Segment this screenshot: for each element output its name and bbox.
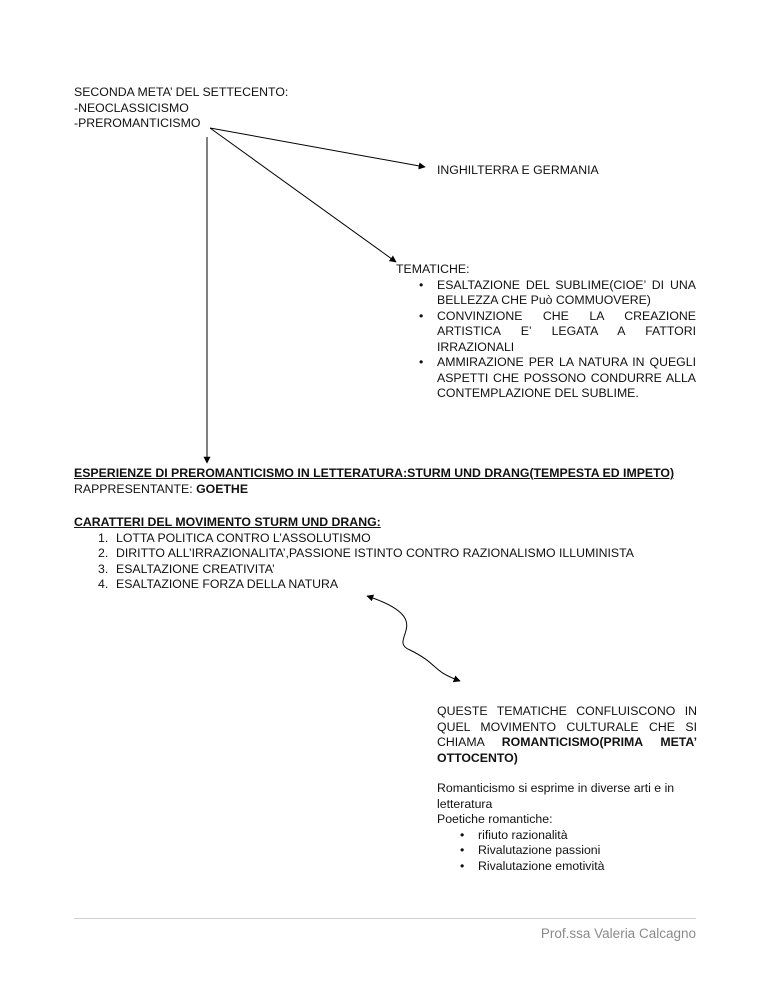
header-line-2: -NEOCLASSICISMO (74, 100, 189, 115)
header-line-1: SECONDA META’ DEL SETTECENTO: (74, 85, 289, 99)
characters-heading: CARATTERI DEL MOVIMENTO STURM UND DRANG: (74, 515, 381, 529)
characters-list (74, 531, 634, 593)
branch-country: INGHILTERRA E GERMANIA (437, 163, 599, 177)
footer-author: Prof.ssa Valeria Calcagno (540, 926, 696, 941)
experiences-block (74, 466, 674, 497)
representative-label: RAPPRESENTANTE: (74, 481, 197, 496)
representative-line (74, 482, 674, 498)
header-block (74, 85, 288, 132)
conclusion-text-bold: ROMANTICISMO(PRIMA META’ OTTOCENTO) (437, 735, 697, 765)
themes-item: • CONVINZIONE CHE LA CREAZIONE ARTISTICA E’ LEGATA A FATTORI IRRAZIONALI (419, 309, 696, 356)
characters-item (98, 577, 634, 593)
characters-item (98, 562, 634, 578)
characters-item-text: ESALTAZIONE CREATIVITA’ (116, 561, 275, 576)
characters-block (74, 515, 634, 593)
characters-item-number: 4. (98, 577, 109, 591)
conclusion-text (437, 704, 697, 766)
experiences-heading: ESPERIENZE DI PREROMANTICISMO IN LETTERATURA:STURM UND DRANG(TEMPESTA ED IMPETO) (74, 466, 675, 480)
curved-double-arrow (367, 596, 460, 681)
poetics-item: • Rivalutazione emotività (460, 859, 697, 875)
poetics-title: Poetiche romantiche: (437, 812, 553, 826)
arrow-to-inghilterra (210, 128, 425, 167)
themes-list (396, 278, 696, 402)
conclusion-text-plain: QUESTE TEMATICHE CONFLUISCONO IN QUEL MOVIMENTO CULTURALE CHE SI CHIAMA (437, 704, 697, 749)
characters-item-text: DIRITTO ALL’IRRAZIONALITA’,PASSIONE ISTINTO CONTRO RAZIONALISMO ILLUMINISTA (116, 546, 634, 560)
poetics-item: • rifiuto razionalità (460, 828, 697, 844)
characters-item-text: ESALTAZIONE FORZA DELLA NATURA (116, 577, 339, 591)
characters-item-text: LOTTA POLITICA CONTRO L’ASSOLUTISMO (116, 530, 371, 545)
characters-item (98, 531, 634, 547)
representative-name: GOETHE (196, 481, 249, 496)
characters-item (98, 546, 634, 562)
arrow-to-tematiche (210, 128, 396, 262)
footer-rule (74, 918, 696, 919)
themes-title: TEMATICHE: (396, 262, 470, 276)
poetics-list (437, 828, 697, 875)
themes-item: • AMMIRAZIONE PER LA NATURA IN QUEGLI ASPETTI CHE POSSONO CONDURRE ALLA CONTEMPLAZIONE DEL SUBLIME. (419, 355, 696, 402)
characters-item-number: 3. (98, 561, 109, 576)
characters-item-number: 2. (98, 546, 109, 560)
arts-text: Romanticismo si esprime in diverse arti e in letteratura (437, 781, 675, 811)
themes-block (396, 262, 696, 402)
header-line-3: -PREROMANTICISMO (74, 116, 201, 130)
poetics-item: • Rivalutazione passioni (460, 843, 697, 859)
themes-item: • ESALTAZIONE DEL SUBLIME(CIOE’ DI UNA BELLEZZA CHE Può COMMUOVERE) (419, 278, 696, 309)
conclusion-block (437, 704, 697, 874)
characters-item-number: 1. (98, 530, 109, 545)
